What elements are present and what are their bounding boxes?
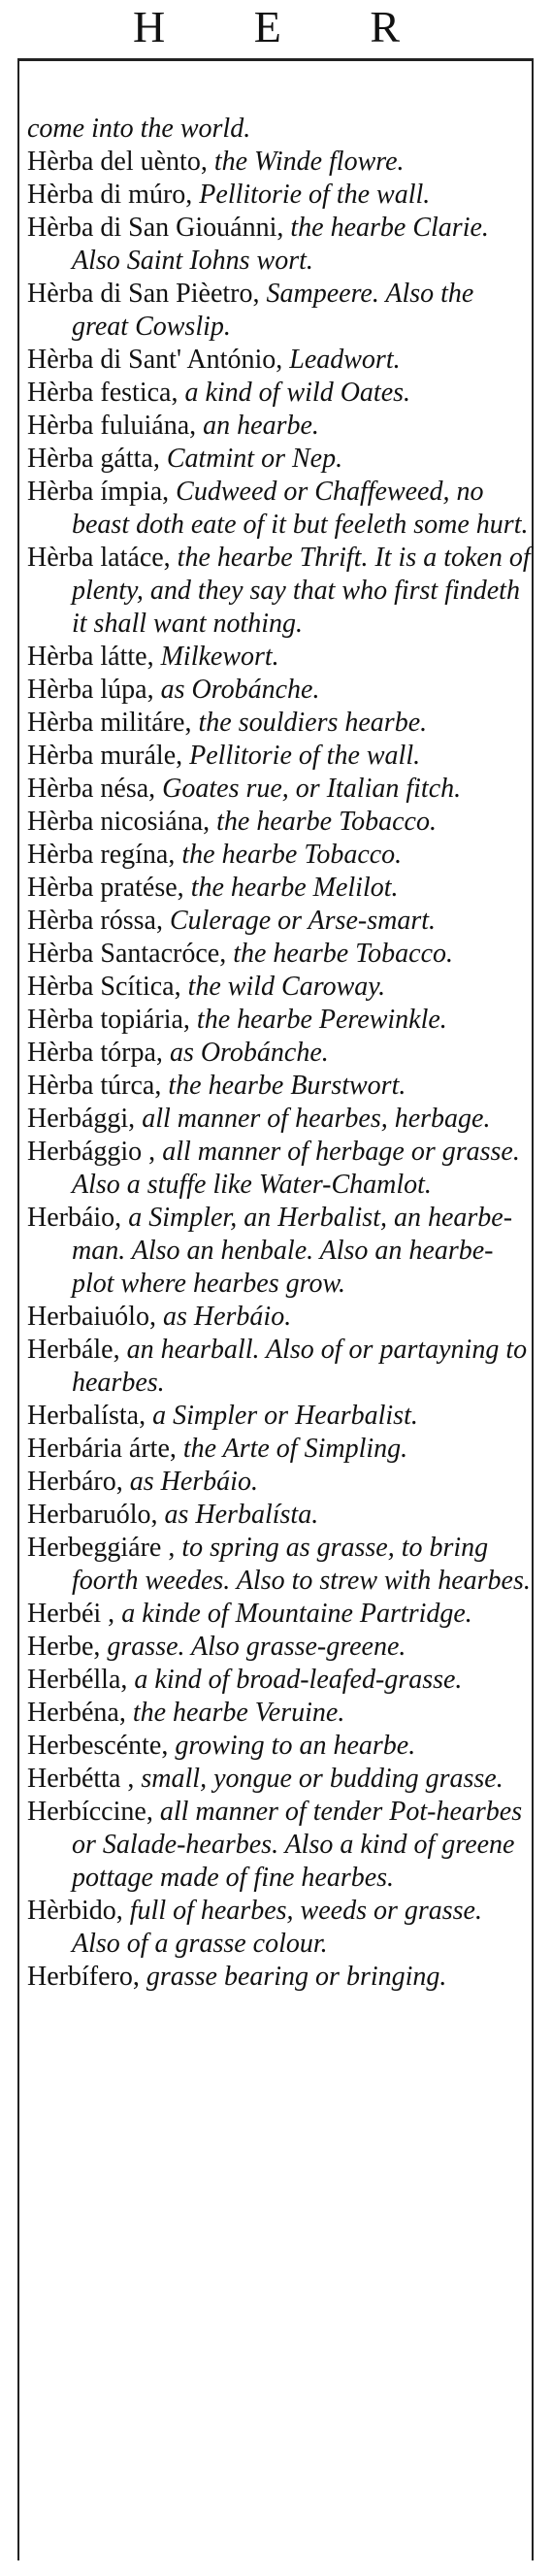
entry-headword: Herbággio , — [27, 1137, 156, 1167]
entry-definition: Milkewort. — [153, 642, 279, 672]
entry-headword: Hèrba Santacróce, — [27, 939, 227, 969]
entry-headword: Hèrba ímpia, — [27, 477, 170, 507]
entry-definition: the hearbe Veruine. — [125, 1698, 345, 1728]
entry-definition: Sampeere. Also the great Cowslip. — [72, 279, 474, 342]
entry-definition: the hearbe Clarie. Also Saint Iohns wort. — [72, 213, 489, 276]
dictionary-entry — [27, 938, 532, 971]
entry-definition: a Simpler, an Herbalist, an hearbe-man. Also an henbale. Also an hearbe-plot where hearbes grow. — [72, 1203, 513, 1299]
page-header: H E R — [133, 2, 438, 51]
entry-headword: Herbélla, — [27, 1665, 128, 1695]
entry-headword: Hèrbido, — [27, 1896, 123, 1926]
dictionary-entry — [27, 707, 532, 740]
entry-headword: Herbáio, — [27, 1203, 122, 1233]
dictionary-entry — [27, 1433, 532, 1466]
dictionary-entry — [27, 1202, 532, 1301]
entry-headword: Herbáro, — [27, 1467, 123, 1497]
entry-definition: all manner of hearbes, herbage. — [135, 1104, 491, 1134]
dictionary-entry — [27, 1103, 532, 1136]
dictionary-entry — [27, 542, 532, 641]
entry-headword: Herbéi , — [27, 1599, 115, 1629]
entry-definition: Culerage or Arse-smart. — [162, 906, 436, 936]
entry-definition: the hearbe Burstwort. — [161, 1071, 406, 1101]
dictionary-entry — [27, 1334, 532, 1400]
entry-headword: Hèrba pratése, — [27, 873, 184, 903]
dictionary-entry — [27, 212, 532, 278]
dictionary-entry — [27, 1037, 532, 1070]
dictionary-entry — [27, 1136, 532, 1202]
entry-definition: all manner of tender Pot-hearbes or Salade-hearbes. Also a kind of greene pottage made of fine hearbes. — [72, 1797, 523, 1893]
entry-definition: as Herbáio. — [122, 1467, 258, 1497]
entry-headword: Herbaruólo, — [27, 1500, 158, 1530]
dictionary-entry — [27, 1664, 532, 1697]
entry-definition: as Orobánche. — [162, 1038, 329, 1068]
dictionary-entry — [27, 476, 532, 542]
entry-headword: Herbária árte, — [27, 1434, 177, 1464]
entry-definition: a kinde of Mountaine Partridge. — [114, 1599, 472, 1629]
dictionary-entry — [27, 1466, 532, 1499]
dictionary-entry — [27, 1895, 532, 1961]
dictionary-entry — [27, 971, 532, 1004]
entry-definition: the Arte of Simpling. — [176, 1434, 408, 1464]
entry-definition: to spring as grasse, to bring foorth weedes. Also to strew with hearbes. — [72, 1533, 531, 1596]
entry-headword: Herbíccine, — [27, 1797, 153, 1827]
dictionary-entry — [27, 905, 532, 938]
dictionary-entry — [27, 1070, 532, 1103]
entry-definition: full of hearbes, weeds or grasse. Also of a grasse colour. — [72, 1896, 482, 1959]
dictionary-entry — [27, 1730, 532, 1763]
entry-definition: Pellitorie of the wall. — [182, 741, 421, 771]
entry-headword: Hèrba militáre, — [27, 708, 192, 738]
dictionary-entry — [27, 839, 532, 872]
dictionary-entry — [27, 1697, 532, 1730]
dictionary-entry — [27, 1796, 532, 1895]
entry-headword: Hèrba murále, — [27, 741, 183, 771]
entry-definition: Goates rue, or Italian fitch. — [155, 774, 462, 804]
dictionary-entry — [27, 179, 532, 212]
entry-headword: Hèrba latáce, — [27, 543, 171, 573]
entry-definition: Pellitorie of the wall. — [192, 180, 431, 210]
entry-headword: Hèrba tórpa, — [27, 1038, 163, 1068]
entry-headword: Hèrba regína, — [27, 840, 176, 870]
entry-definition: as Herbalísta. — [157, 1500, 319, 1530]
dictionary-entry — [27, 443, 532, 476]
dictionary-entry — [27, 1532, 532, 1598]
entry-headword: Hèrba fuluiána, — [27, 411, 197, 441]
dictionary-entry — [27, 410, 532, 443]
entry-headword: Herbále, — [27, 1335, 120, 1365]
entry-headword: Herbalísta, — [27, 1401, 146, 1431]
entry-headword: Hèrba nicosiána, — [27, 807, 211, 837]
entry-definition: Cudweed or Chaffeweed, no beast doth eate of it but feeleth some hurt. — [72, 477, 529, 540]
entry-definition: an hearball. Also of or partayning to hearbes. — [72, 1335, 528, 1398]
entry-headword: Hèrba di San Pièetro, — [27, 279, 260, 309]
entry-headword: Hèrba lúpa, — [27, 675, 154, 705]
entry-definition: small, yongue or budding grasse. — [134, 1764, 503, 1794]
entry-definition: the hearbe Perewinkle. — [189, 1005, 447, 1035]
dictionary-entry — [27, 1961, 532, 1994]
entry-headword: Hèrba di San Giouánni, — [27, 213, 284, 243]
entry-headword: Hèrba di múro, — [27, 180, 193, 210]
entry-definition: the wild Caroway. — [180, 972, 386, 1002]
entry-headword: Hèrba di Sant' António, — [27, 345, 283, 375]
entry-definition: the hearbe Thrift. It is a token of plenty, and they say that who first findeth it shall want nothing. — [72, 543, 531, 639]
dictionary-entry — [27, 377, 532, 410]
dictionary-entry — [27, 1499, 532, 1532]
entry-headword: Herbétta , — [27, 1764, 135, 1794]
entry-definition: the hearbe Tobacco. — [210, 807, 437, 837]
dictionary-entry — [27, 278, 532, 344]
entry-definition: grasse bearing or bringing. — [139, 1962, 447, 1992]
entry-headword: Hèrba róssa, — [27, 906, 163, 936]
entry-headword: Herbéna, — [27, 1698, 126, 1728]
dictionary-entry — [27, 1301, 532, 1334]
entry-headword: Hèrba Scítica, — [27, 972, 181, 1002]
dictionary-entry — [27, 146, 532, 179]
dictionary-entry — [27, 674, 532, 707]
dictionary-entry — [27, 1763, 532, 1796]
entry-headword: Hèrba gátta, — [27, 444, 160, 474]
entry-definition: Catmint or Nep. — [159, 444, 343, 474]
entry-headword: Hèrba nésa, — [27, 774, 156, 804]
entry-definition: the hearbe Tobacco. — [226, 939, 454, 969]
entry-list — [27, 113, 532, 1994]
continuation-text: come into the world. — [27, 114, 251, 144]
entry-definition: a kind of wild Oates. — [178, 378, 411, 408]
entry-definition: as Herbáio. — [155, 1302, 292, 1332]
entry-headword: Herbeggiáre , — [27, 1533, 176, 1563]
entry-headword: Herbescénte, — [27, 1731, 169, 1761]
entry-definition: all manner of herbage or grasse. Also a stuffe like Water-Chamlot. — [72, 1137, 520, 1200]
entry-definition: the souldiers hearbe. — [191, 708, 428, 738]
entry-headword: Hèrba túrca, — [27, 1071, 162, 1101]
entry-headword: Hèrba del uènto, — [27, 147, 208, 177]
entry-headword: Herbaiuólo, — [27, 1302, 156, 1332]
entry-headword: Herbe, — [27, 1632, 101, 1662]
dictionary-entry — [27, 641, 532, 674]
entry-definition: the hearbe Tobacco. — [175, 840, 403, 870]
entry-definition: Leadwort. — [282, 345, 401, 375]
dictionary-entry — [27, 1631, 532, 1664]
dictionary-entry — [27, 806, 532, 839]
entry-definition: the hearbe Melilot. — [183, 873, 399, 903]
entry-headword: Hèrba festica, — [27, 378, 179, 408]
entry-definition: growing to an hearbe. — [168, 1731, 416, 1761]
dictionary-entry — [27, 1400, 532, 1433]
entry-definition: as Orobánche. — [153, 675, 320, 705]
entry-definition: an hearbe. — [196, 411, 319, 441]
entry-definition: grasse. Also grasse-greene. — [100, 1632, 406, 1662]
dictionary-entry — [27, 773, 532, 806]
entry-headword: Herbífero, — [27, 1962, 140, 1992]
dictionary-entry — [27, 740, 532, 773]
entry-definition: a kind of broad-leafed-grasse. — [127, 1665, 463, 1695]
entry-definition: the Winde flowre. — [207, 147, 405, 177]
entry-headword: Hèrba látte, — [27, 642, 154, 672]
entry-headword: Herbággi, — [27, 1104, 136, 1134]
dictionary-entry — [27, 1598, 532, 1631]
entry-definition: a Simpler or Hearbalist. — [146, 1401, 418, 1431]
entry-headword: Hèrba topiária, — [27, 1005, 190, 1035]
dictionary-entry — [27, 872, 532, 905]
dictionary-entry — [27, 1004, 532, 1037]
dictionary-entry — [27, 344, 532, 377]
